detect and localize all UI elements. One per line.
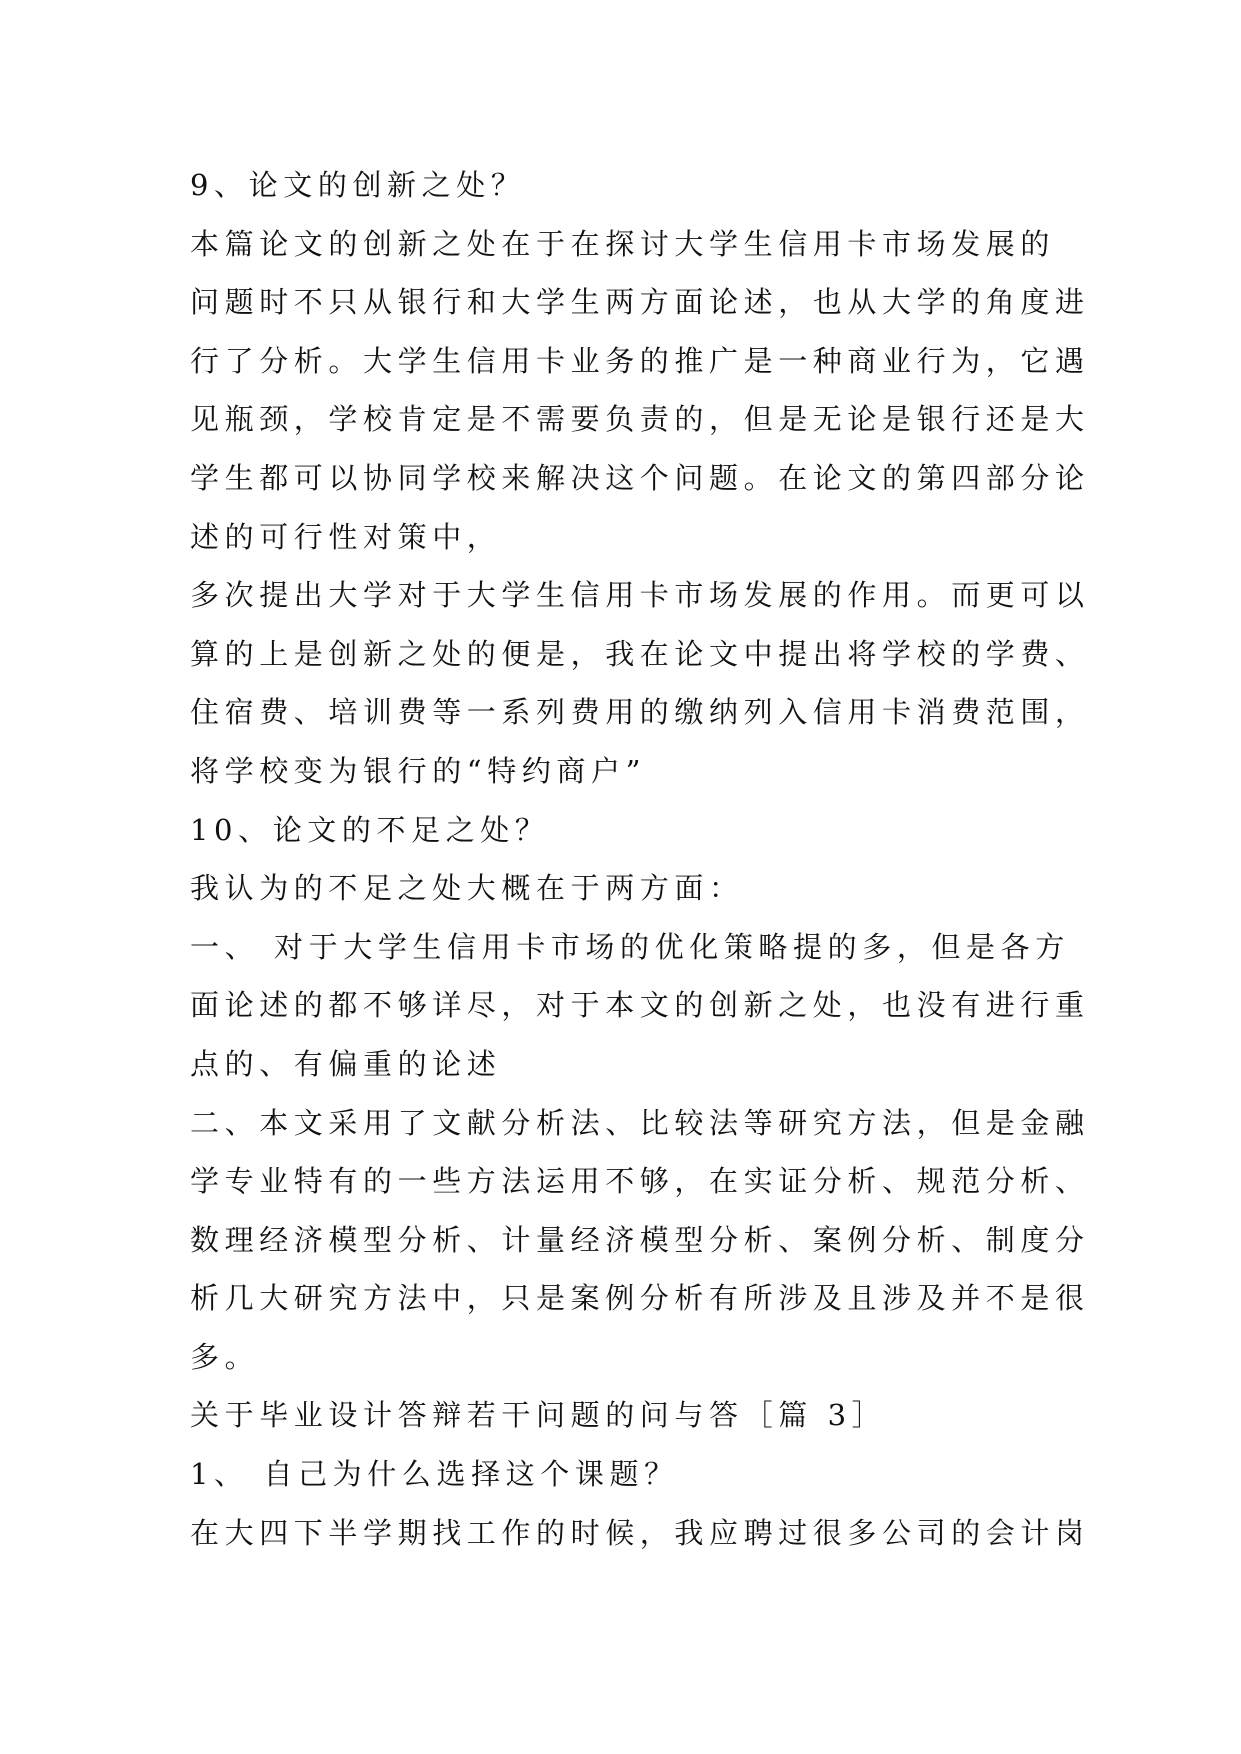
body-text-line: 住宿费、培训费等一系列费用的缴纳列入信用卡消费范围， xyxy=(190,695,1090,730)
answer-paragraph-innovation-2 xyxy=(190,566,1100,800)
body-text-line: 在大四下半学期找工作的时候，我应聘过很多公司的会计岗 xyxy=(190,1515,1090,1550)
shortcoming-item-1 xyxy=(190,918,1100,1094)
answer-paragraph-innovation-1 xyxy=(190,215,1100,567)
body-text-line: 学专业特有的一些方法运用不够，在实证分析、规范分析、 xyxy=(190,1164,1090,1199)
body-text-line: 多次提出大学对于大学生信用卡市场发展的作用。而更可以 xyxy=(190,578,1090,613)
body-text-line: 我认为的不足之处大概在于两方面： xyxy=(190,871,744,906)
heading-line: 10、论文的不足之处？ xyxy=(190,812,550,847)
body-text-line: 本篇论文的创新之处在于在探讨大学生信用卡市场发展的 xyxy=(190,226,1056,261)
heading-line: 9、论文的创新之处？ xyxy=(190,168,526,202)
answer-paragraph-topic-choice xyxy=(190,1504,1100,1563)
shortcoming-item-2 xyxy=(190,1094,1100,1387)
body-text-line: 将学校变为银行的“特约商户” xyxy=(190,753,647,788)
body-text-line: 析几大研究方法中，只是案例分析有所涉及且涉及并不是很 xyxy=(190,1281,1090,1316)
body-text-line: 算的上是创新之处的便是，我在论文中提出将学校的学费、 xyxy=(190,636,1090,671)
question-heading-10 xyxy=(190,801,1100,860)
body-text-line: 见瓶颈，学校肯定是不需要负责的，但是无论是银行还是大 xyxy=(190,402,1090,437)
body-text-line: 点的、有偏重的论述 xyxy=(190,1046,502,1081)
document-body xyxy=(190,156,1100,1562)
heading-line: 1、 自己为什么选择这个课题？ xyxy=(190,1457,679,1492)
body-text-line: 行了分析。大学生信用卡业务的推广是一种商业行为，它遇 xyxy=(190,343,1090,378)
body-text-line: 多。 xyxy=(190,1339,260,1374)
question-heading-1 xyxy=(190,1445,1100,1504)
body-text-line: 一、 对于大学生信用卡市场的优化策略提的多，但是各方 xyxy=(190,929,1070,964)
body-text-line: 问题时不只从银行和大学生两方面论述，也从大学的角度进 xyxy=(190,285,1090,320)
question-heading-9 xyxy=(190,156,1100,215)
section-title-line: 关于毕业设计答辩若干问题的问与答［篇 3］ xyxy=(190,1398,887,1433)
answer-intro-shortcomings xyxy=(190,859,1100,918)
body-text-line: 数理经济模型分析、计量经济模型分析、案例分析、制度分 xyxy=(190,1222,1090,1257)
section-title-part-3 xyxy=(190,1386,1100,1445)
body-text-line: 学生都可以协同学校来解决这个问题。在论文的第四部分论 xyxy=(190,460,1090,495)
body-text-line: 面论述的都不够详尽，对于本文的创新之处，也没有进行重 xyxy=(190,988,1090,1023)
body-text-line: 二、本文采用了文献分析法、比较法等研究方法，但是金融 xyxy=(190,1105,1090,1140)
body-text-line: 述的可行性对策中， xyxy=(190,519,502,554)
